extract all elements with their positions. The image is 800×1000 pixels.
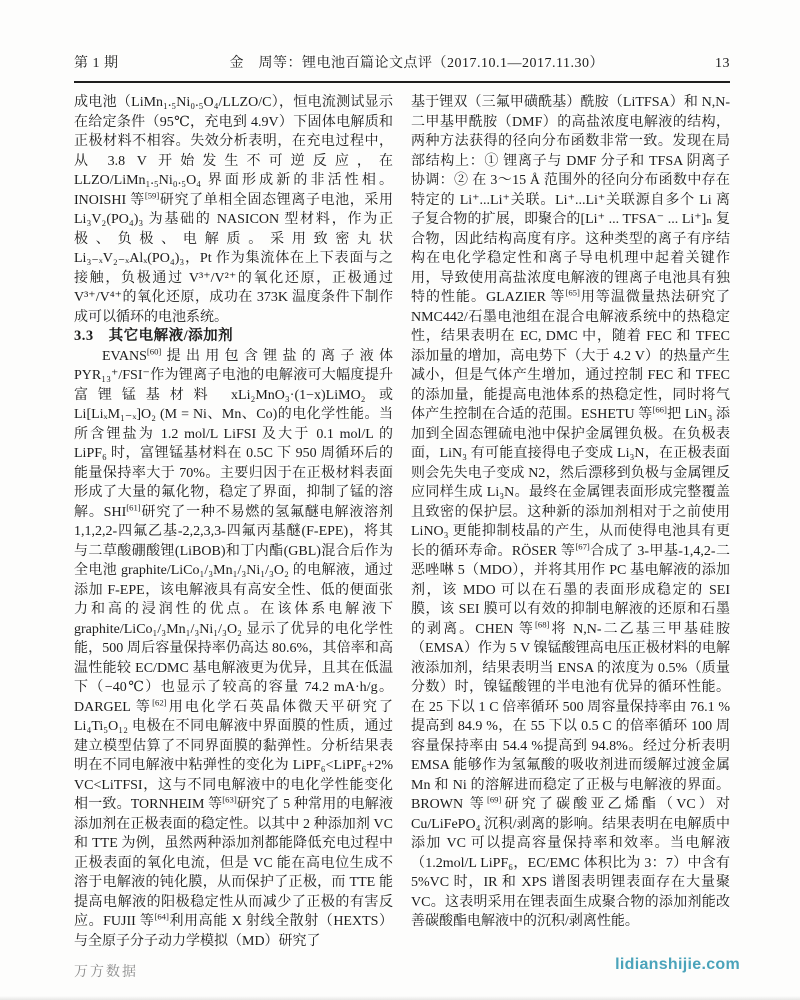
page-number: 13 <box>715 56 730 71</box>
running-title: 金 周等：锂电池百篇论文点评（2017.10.1—2017.11.30） <box>229 56 604 71</box>
section-heading-3-3: 3.3 其它电解液/添加剂 <box>74 328 234 344</box>
wanfang-watermark: 万方数据 <box>74 965 138 980</box>
left-column <box>74 93 393 951</box>
paragraph-continuation-left: 成电池（LiMn₁.₅Ni₀.₅O₄/LLZO/C），恒电流测试显示在给定条件（95℃，充电到 4.9V）下固体电解质和正极材料不相容。失效分析表明，在充电过程中，从 3.8 V 开始发生不可逆反应，在 LLZO/LiMn₁.₅Ni₀.₅O₄ 界面形成新的非活性相。INOISHI 等[59]研究了单相全固态锂离子电池，采用 Li₃V₂(PO₄)₃ 为基础的 NASICON 型材料，作为正极、负极、电解质。采用致密丸状 Li₃₋ₓV₂₋ₓAlₓ(PO₄)₃，Pt 作为集流体在上下表面与之接触，负极通过 V³⁺/V²⁺的氧化还原，正极通过 V³⁺/V⁴⁺的氧化还原，成功在 373K 温度条件下制作成可以循环的电池系统。 <box>74 95 394 325</box>
article-body <box>74 93 730 951</box>
right-column <box>411 93 730 951</box>
paragraph-evans: EVANS[60]提出用包含锂盐的离子液体 PYR₁₃⁺/FSI⁻作为锂离子电池的电解液可大幅度提升富锂锰基材料 xLi₂MnO₃·(1−x)LiMO₂ 或 Li[LiₓM₁₋ₓ]O₂ (M = Ni、Mn、Co)的电化学性能。当所含锂盐为 1.2 mol/L LiFSI 及大于 0.1 mol/L 的 LiPF₆ 时，富锂锰基材料在 0.5C 下 950 周循环后的能量保持率大于 70%。主要归因于在正极材料表面形成了大量的氟化物，稳定了界面，抑制了锰的溶解。SHI[61]研究了一种不易燃的氢氟醚电解液溶剂 1,1,2,2-四氟乙基-2,2,3,3-四氟丙基醚(F-EPE)，将其与二草酸硼酸锂(LiBOB)和丁内酯(GBL)混合后作为全电池 graphite/LiCo₁/₃Mn₁/₃Ni₁/₃O₂ 的电解液，通过添加 F-EPE，该电解液具有高安全性、低的便面张力和高的浸润性的优点。在该体系电解液下 graphite/LiCo₁/₃Mn₁/₃Ni₁/₃O₂ 显示了优异的电化学性能，500 周后容量保持率仍高达 80.6%，其倍率和高温性能较 EC/DMC 基电解液更为优异，且其在低温下（−40℃）也显示了较高的容量 74.2 mA·h/g。DARGEL 等[62]用电化学石英晶体微天平研究了 Li₄Ti₅O₁₂ 电极在不同电解液中界面膜的性质，通过建立模型估算了不同界面膜的黏弹性。分析结果表明在不同电解液中粘弹性的变化为 LiPF₆<LiPF₆+2% VC<LiTFSI，这与不同电解液中的电化学性能变化相一致。TORNHEIM 等[63]研究了 5 种常用的电解液添加剂在正极表面的稳定性。以其中 2 种添加剂 VC 和 TTE 为例，虽然两种添加剂都能降低充电过程中正极表面的氧化电流，但是 VC 能在高电位生成不溶于电解液的钝化膜，从而保护了正极，而 TTE 能提高电解液的阳极稳定性从而减少了正极的有害反应。FUJII 等[64]利用高能 X 射线全散射（HEXTS）与全原子分子动力学模拟（MD）研究了 <box>74 345 394 949</box>
site-url-watermark: lidianshijie.com <box>615 956 740 973</box>
journal-issue: 第 1 期 <box>74 56 119 71</box>
paragraph-continuation-right: 基于锂双（三氟甲磺酰基）酰胺（LiTFSA）和 N,N-二甲基甲酰胺（DMF）的高盐浓度电解液的结构，两种方法获得的径向分布函数非常一致。发现在局部结构上：① 锂离子与 DMF 分子和 TFSA 阴离子协调：② 在 3～15 Å 范围外的径向分布函数中存在特定的 Li⁺...Li⁺关联。Li⁺...Li⁺关联源自多个 Li 离子复合物的扩展，即聚合的[Li⁺ ... TFSA⁻ ... Li⁺]ₙ 复合物，因此结构高度有序。这种类型的离子有序结构在电化学稳定性和离子导电机理中起着关键作用，导致使用高盐浓度电解液的锂离子电池具有独特的性能。GLAZIER 等[65]用等温微量热法研究了 NMC442/石墨电池组在混合电解液系统中的热稳定性，结果表明在 EC, DMC 中，随着 FEC 和 TFEC 添加量的增加，高电势下（大于 4.2 V）的热量产生减小，但是气体产生增加，通过控制 FEC 和 TFEC 的添加量，能提高电池体系的热稳定性，同时将气体产生控制在合适的范围。ESHETU 等[66]把 LiN₃ 添加到全固态锂硫电池中保护金属锂负极。在负极表面，LiN₃ 有可能直接得电子变成 Li₃N，在正极表面则会先失电子变成 N2，然后漂移到负极与金属锂反应同样生成 Li₃N。最终在金属锂表面形成完整覆盖且致密的保护层。这种新的添加剂相对于之前使用 LiNO₃ 更能抑制枝晶的产生，从而使得电池具有更长的循环寿命。RÖSER 等[67]合成了 3-甲基-1,4,2-二恶唑啉 5（MDO），并将其用作 PC 基电解液的添加剂，该 MDO 可以在石墨的表面形成稳定的 SEI 膜，该 SEI 膜可以有效的抑制电解液的还原和石墨的剥离。CHEN 等[68]将 N,N-二乙基三甲基硅胺（EMSA）作为 5 V 镍锰酸锂高电压正极材料的电解液添加剂，结果表明当 ENSA 的浓度为 0.5%（质量分数）时，镍锰酸锂的半电池有优异的循环性能。在 25 下以 1 C 倍率循环 500 周容量保持率由 76.1 %提高到 84.9 %，在 55 下以 0.5 C 的倍率循环 100 周容量保持率由 54.4 %提高到 94.8%。经过分析表明 EMSA 能够作为氢氟酸的吸收剂进而缓解过渡金属 Mn 和 Ni 的溶解进而稳定了正极与电解液的界面。BROWN 等[69]研究了碳酸亚乙烯酯（VC）对 Cu/LiFePO₄ 沉积/剥离的影响。结果表明在电解质中添加 VC 可以提高容量保持率和效率。当电解液（1.2mol/L LiPF₆，EC/EMC 体积比为 3：7）中含有 5%VC 时，IR 和 XPS 谱图表明锂表面存在大量聚 VC。这表明采用在锂表面生成聚合物的添加剂能改善碳酸酯电解液中的沉积/剥离性能。 <box>411 95 730 929</box>
page-header <box>74 52 730 83</box>
